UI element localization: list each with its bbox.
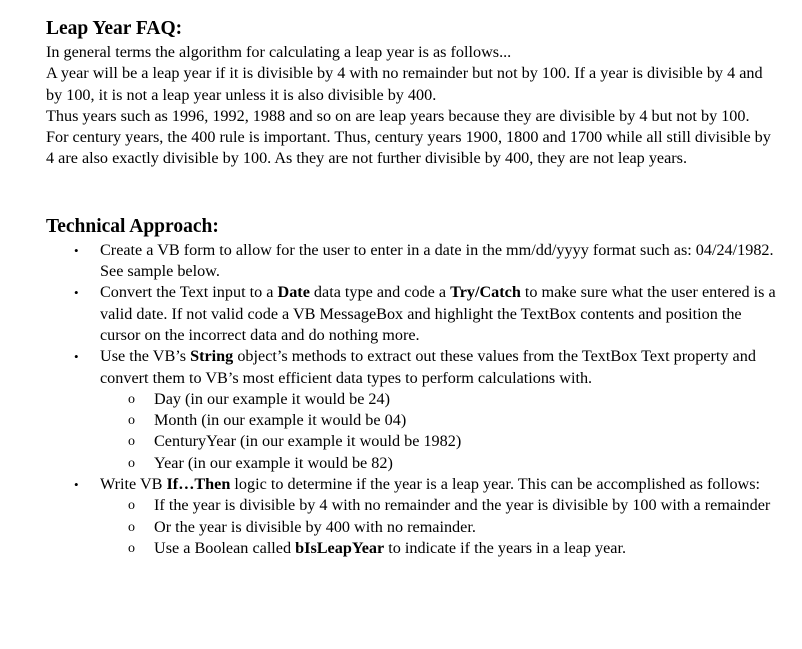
sub-list-item-text: CenturyYear (in our example it would be 1982) (154, 432, 462, 451)
faq-section (46, 16, 776, 170)
list-item (74, 474, 776, 559)
faq-paragraph-2: A year will be a leap year if it is divisible by 4 with no remainder but not by 100. If a year is divisible by 4 and by 100, it is not a leap year unless it is also divisible by 400. (46, 64, 763, 104)
sub-list-item-text: Year (in our example it would be 82) (154, 453, 393, 472)
list-item-text: Create a VB form to allow for the user to enter in a date in the mm/dd/yyyy format such as: 04/24/1982. See sample below. (100, 240, 774, 281)
sub-list-item (128, 538, 776, 559)
sub-bullet-icon: o (128, 455, 135, 471)
sub-list-item (128, 495, 776, 516)
list-item-text: object’s methods to extract out these values from the TextBox Text property and convert them to VB’s most efficient data types to perform calculations with. (100, 347, 756, 387)
sub-list-item (128, 431, 776, 452)
bullet-icon: • (74, 285, 79, 301)
list-item-text: Write VB (100, 475, 167, 494)
faq-paragraph-1: In general terms the algorithm for calculating a leap year is as follows... (46, 43, 512, 61)
faq-paragraph-3: Thus years such as 1996, 1992, 1988 and so on are leap years because they are divisible by 4 but not by 100. For century years, the 400 rule is important. Thus, century years 1900, 1800 and 1700 while all still divisible by 4 are also exactly divisible by 100. As they are not further divisible by 400, they are not leap years. (46, 106, 771, 168)
sub-bullet-icon: o (128, 498, 135, 514)
list-item-strong: String (190, 347, 234, 366)
sub-list-item-text: Or the year is divisible by 400 with no remainder. (154, 517, 476, 536)
sub-list (100, 495, 776, 559)
sub-list-item-strong: bIsLeapYear (295, 538, 385, 557)
technical-approach-section (46, 214, 776, 559)
sub-bullet-icon: o (128, 434, 135, 450)
bullet-icon: • (74, 349, 79, 365)
sub-list-item (128, 410, 776, 431)
technical-approach-list (46, 240, 776, 559)
list-item-strong: Try/Catch (450, 283, 521, 302)
bullet-icon: • (74, 477, 79, 493)
list-item (74, 346, 776, 474)
sub-list-item (128, 389, 776, 410)
list-item-strong: If…Then (166, 475, 231, 494)
list-item-text: Convert the Text input to a (100, 283, 278, 302)
sub-list-item-text: Day (in our example it would be 24) (154, 389, 391, 408)
list-item-text: to make sure what the user entered is a valid date. If not valid code a VB MessageBox and highlight the TextBox contents and position the cursor on the incorrect data and do nothing more. (100, 283, 776, 344)
sub-list-item-text: Use a Boolean called (154, 538, 296, 557)
document (46, 16, 776, 559)
list-item (74, 240, 776, 283)
sub-list-item (128, 453, 776, 474)
sub-list-item-text: If the year is divisible by 4 with no remainder and the year is divisible by 100 with a remainder (154, 496, 771, 515)
bullet-icon: • (74, 242, 79, 258)
sub-bullet-icon: o (128, 540, 135, 556)
sub-list (100, 389, 776, 474)
sub-bullet-icon: o (128, 391, 135, 407)
sub-list-item-text: to indicate if the years in a leap year. (384, 538, 626, 557)
technical-approach-heading: Technical Approach: (46, 215, 219, 237)
list-item-text: logic to determine if the year is a leap year. This can be accomplished as follows: (230, 475, 761, 494)
sub-list-item-text: Month (in our example it would be 04) (154, 411, 407, 430)
list-item-text: Use the VB’s (100, 347, 191, 366)
sub-bullet-icon: o (128, 413, 135, 429)
list-item-text: data type and code a (309, 283, 451, 302)
faq-heading: Leap Year FAQ: (46, 18, 183, 39)
sub-bullet-icon: o (128, 519, 135, 535)
sub-list-item (128, 517, 776, 538)
list-item (74, 282, 776, 346)
list-item-strong: Date (277, 283, 310, 302)
